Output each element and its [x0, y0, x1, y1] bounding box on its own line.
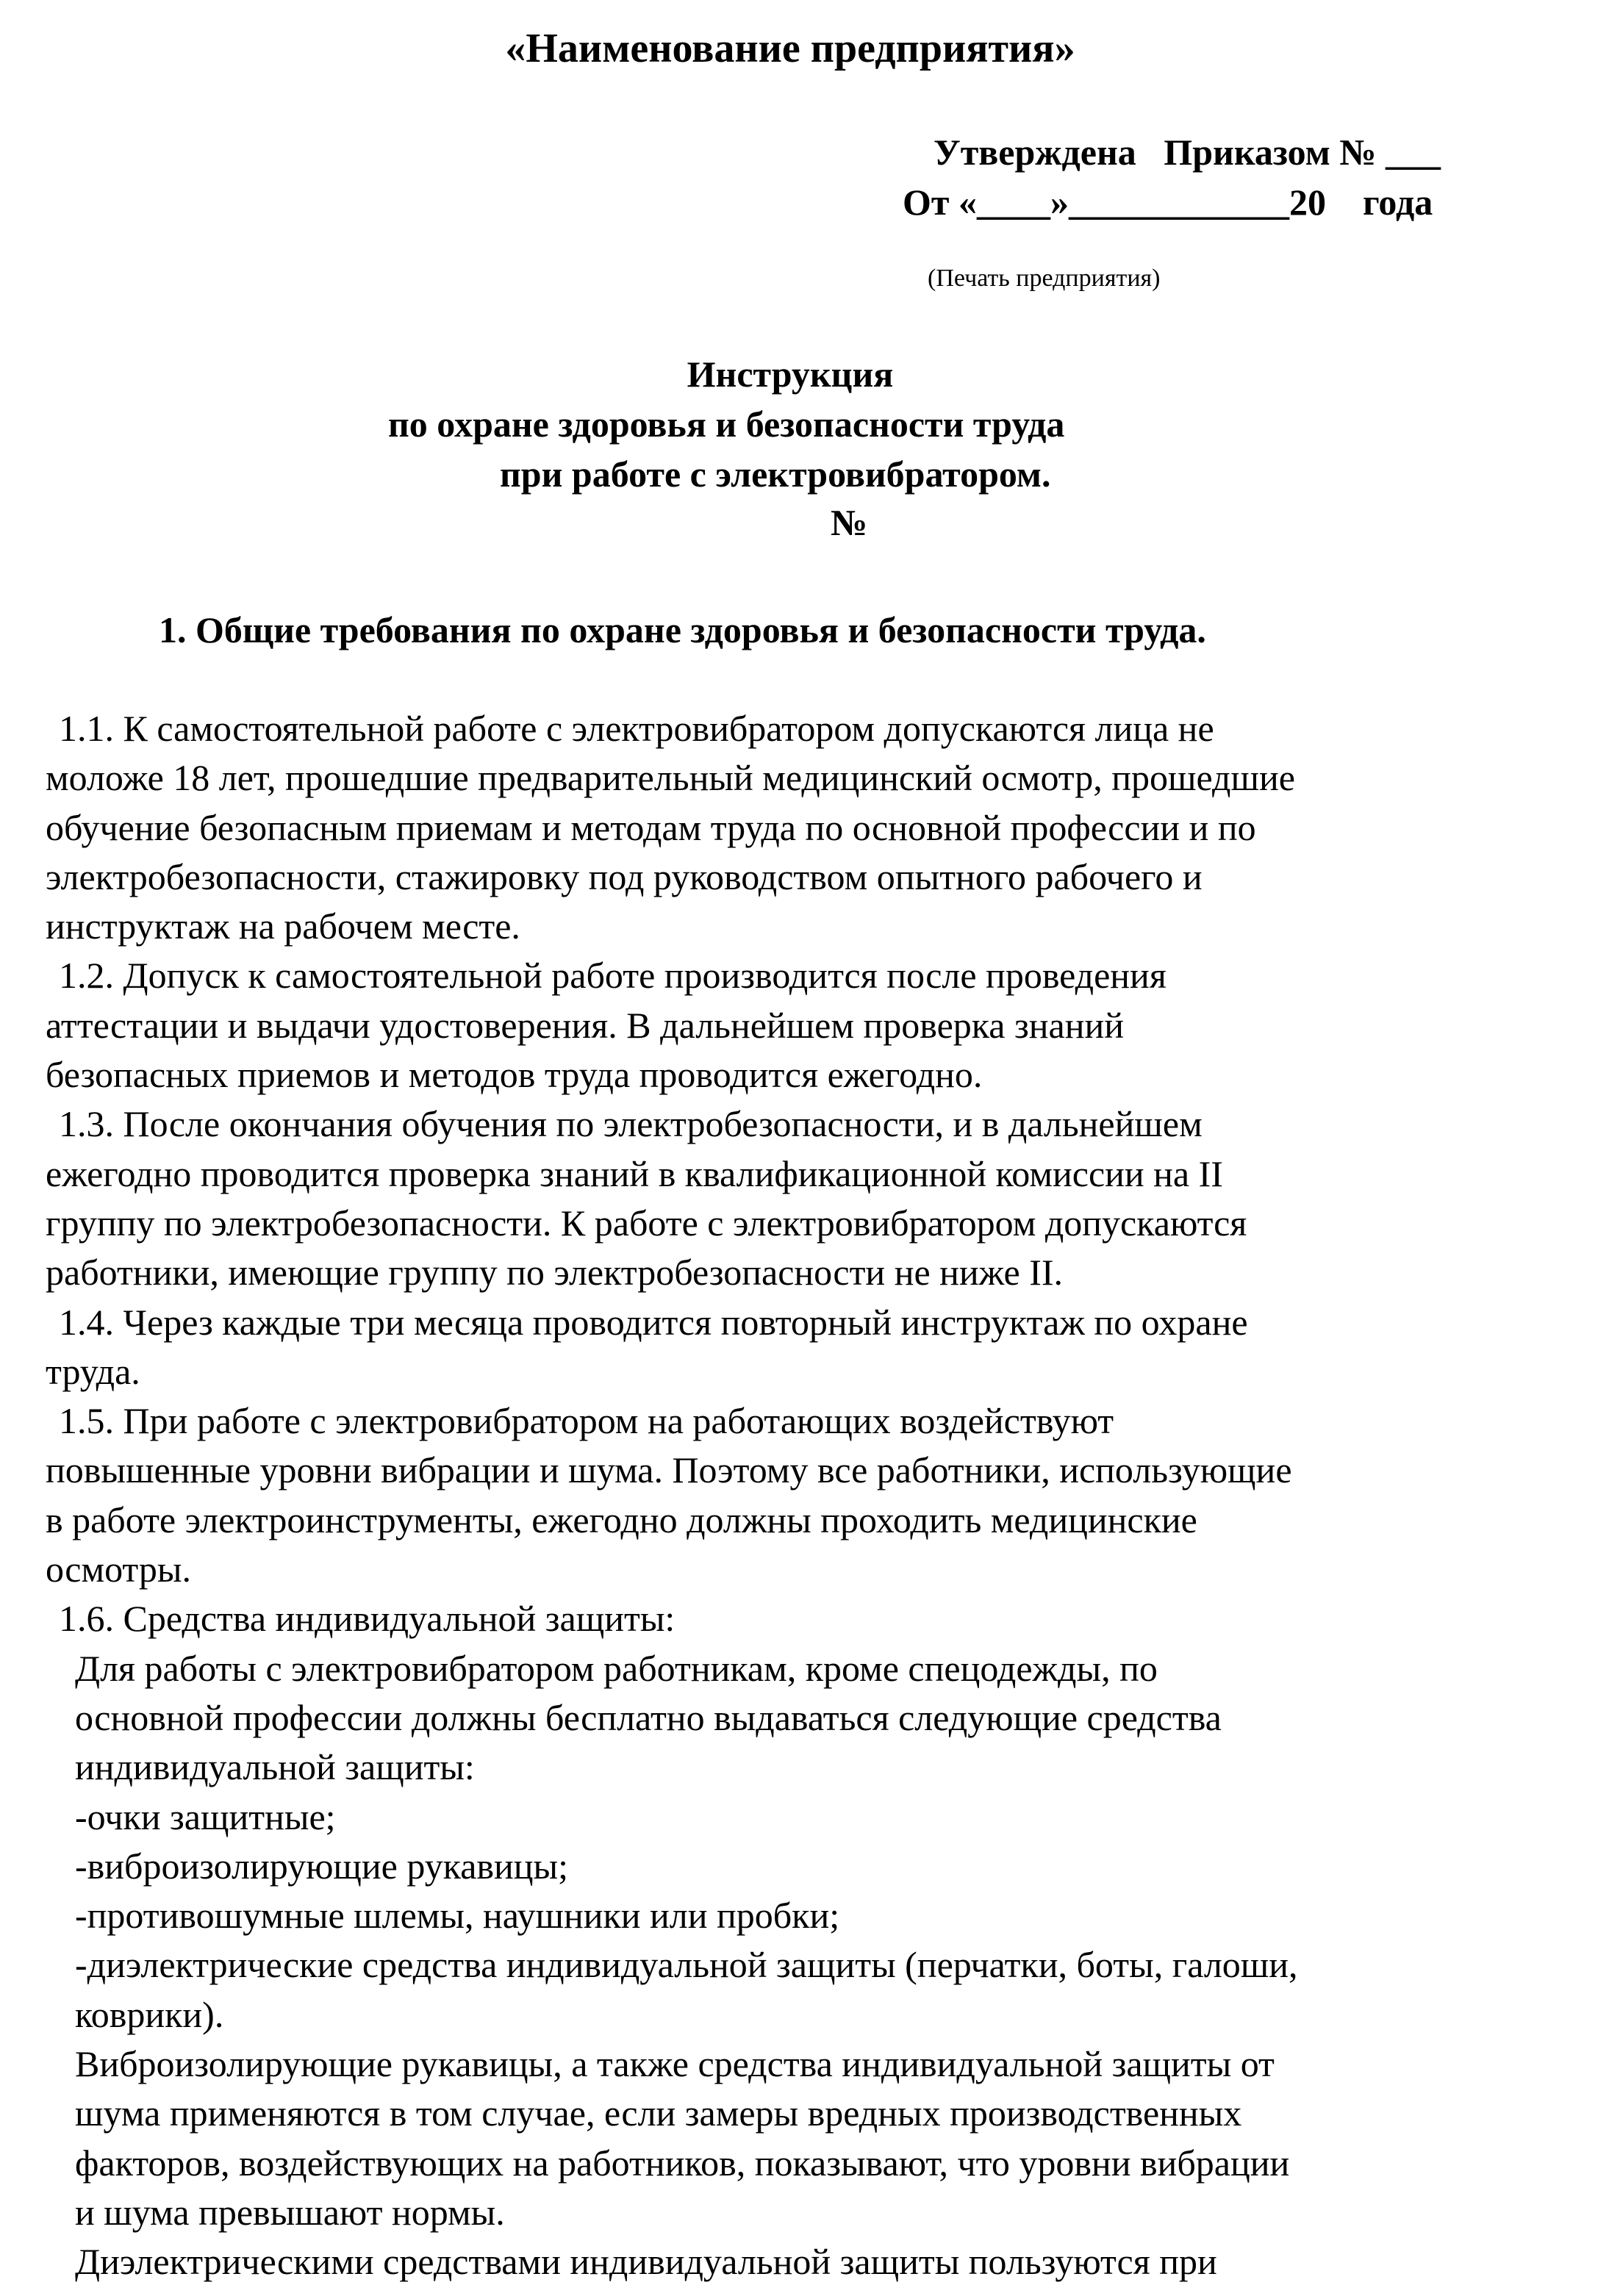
text-line: в работе электроинструменты, ежегодно должны проходить медицинские — [46, 1499, 1197, 1540]
text-line: и шума превышают нормы. — [75, 2191, 505, 2233]
list-item: -очки защитные; — [75, 1795, 336, 1837]
text-line: 1.1. К самостоятельной работе с электровибратором допускаются лица не — [59, 708, 1214, 749]
text-line: повышенные уровни вибрации и шума. Поэтому все работники, использующие — [46, 1449, 1292, 1491]
section-1-body — [46, 704, 1574, 2287]
text-line: труда. — [46, 1350, 140, 1392]
doc-title-line-3: при работе с электровибратором. — [500, 453, 1051, 495]
text-line: коврики). — [75, 1993, 224, 2035]
text-line: инструктаж на рабочем месте. — [46, 905, 520, 947]
doc-title-line-1: Инструкция — [687, 354, 894, 395]
doc-title-line-2: по охране здоровья и безопасности труда — [388, 403, 1065, 445]
text-line: группу по электробезопасности. К работе с электровибратором допускаются — [46, 1202, 1247, 1244]
text-line: моложе 18 лет, прошедшие предварительный медицинский осмотр, прошедшие — [46, 757, 1295, 799]
section-1-heading: 1. Общие требования по охране здоровья и безопасности труда. — [159, 609, 1206, 650]
list-item: -виброизолирующие рукавицы; — [75, 1845, 569, 1887]
text-line: осмотры. — [46, 1549, 191, 1590]
text-line: индивидуальной защиты: — [75, 1746, 475, 1788]
text-line: Виброизолирующие рукавицы, а также средства индивидуальной защиты от — [75, 2043, 1275, 2085]
text-line: 1.6. Средства индивидуальной защиты: — [59, 1598, 676, 1640]
text-line: 1.5. При работе с электровибратором на работающих воздействуют — [59, 1400, 1114, 1442]
seal-note: (Печать предприятия) — [928, 265, 1161, 292]
text-line: электробезопасности, стажировку под руководством опытного рабочего и — [46, 855, 1203, 897]
text-line: шума применяются в том случае, если замеры вредных производственных — [75, 2092, 1242, 2134]
text-line: 1.4. Через каждые три месяца проводится повторный инструктаж по охране — [59, 1301, 1248, 1343]
doc-number-sign: № — [831, 502, 868, 543]
text-line: ежегодно проводится проверка знаний в квалификационной комиссии на II — [46, 1152, 1223, 1194]
list-item: -противошумные шлемы, наушники или пробки; — [75, 1895, 840, 1937]
text-line: обучение безопасным приемам и методам труда по основной профессии и по — [46, 806, 1256, 848]
text-line: аттестации и выдачи удостоверения. В дальнейшем проверка знаний — [46, 1004, 1124, 1046]
company-name: «Наименование предприятия» — [505, 26, 1075, 71]
text-line: 1.3. После окончания обучения по электробезопасности, и в дальнейшем — [59, 1103, 1203, 1145]
text-line: работники, имеющие группу по электробезопасности не ниже II. — [46, 1252, 1064, 1294]
approval-date-line: От «____»____________20 года — [903, 182, 1433, 223]
text-line: Для работы с электровибратором работникам, кроме спецодежды, по — [75, 1647, 1158, 1689]
text-line: безопасных приемов и методов труда проводится ежегодно. — [46, 1054, 983, 1096]
text-line: Диэлектрическими средствами индивидуальной защиты пользуются при — [75, 2241, 1217, 2283]
text-line: основной профессии должны бесплатно выдаваться следующие средства — [75, 1696, 1222, 1738]
list-item: -диэлектрические средства индивидуальной защиты (перчатки, боты, галоши, — [75, 1944, 1298, 1986]
approval-order-line: Утверждена Приказом № ___ — [933, 132, 1441, 173]
text-line: факторов, воздействующих на работников, показывают, что уровни вибрации — [75, 2142, 1290, 2184]
text-line: 1.2. Допуск к самостоятельной работе производится после проведения — [59, 955, 1167, 997]
